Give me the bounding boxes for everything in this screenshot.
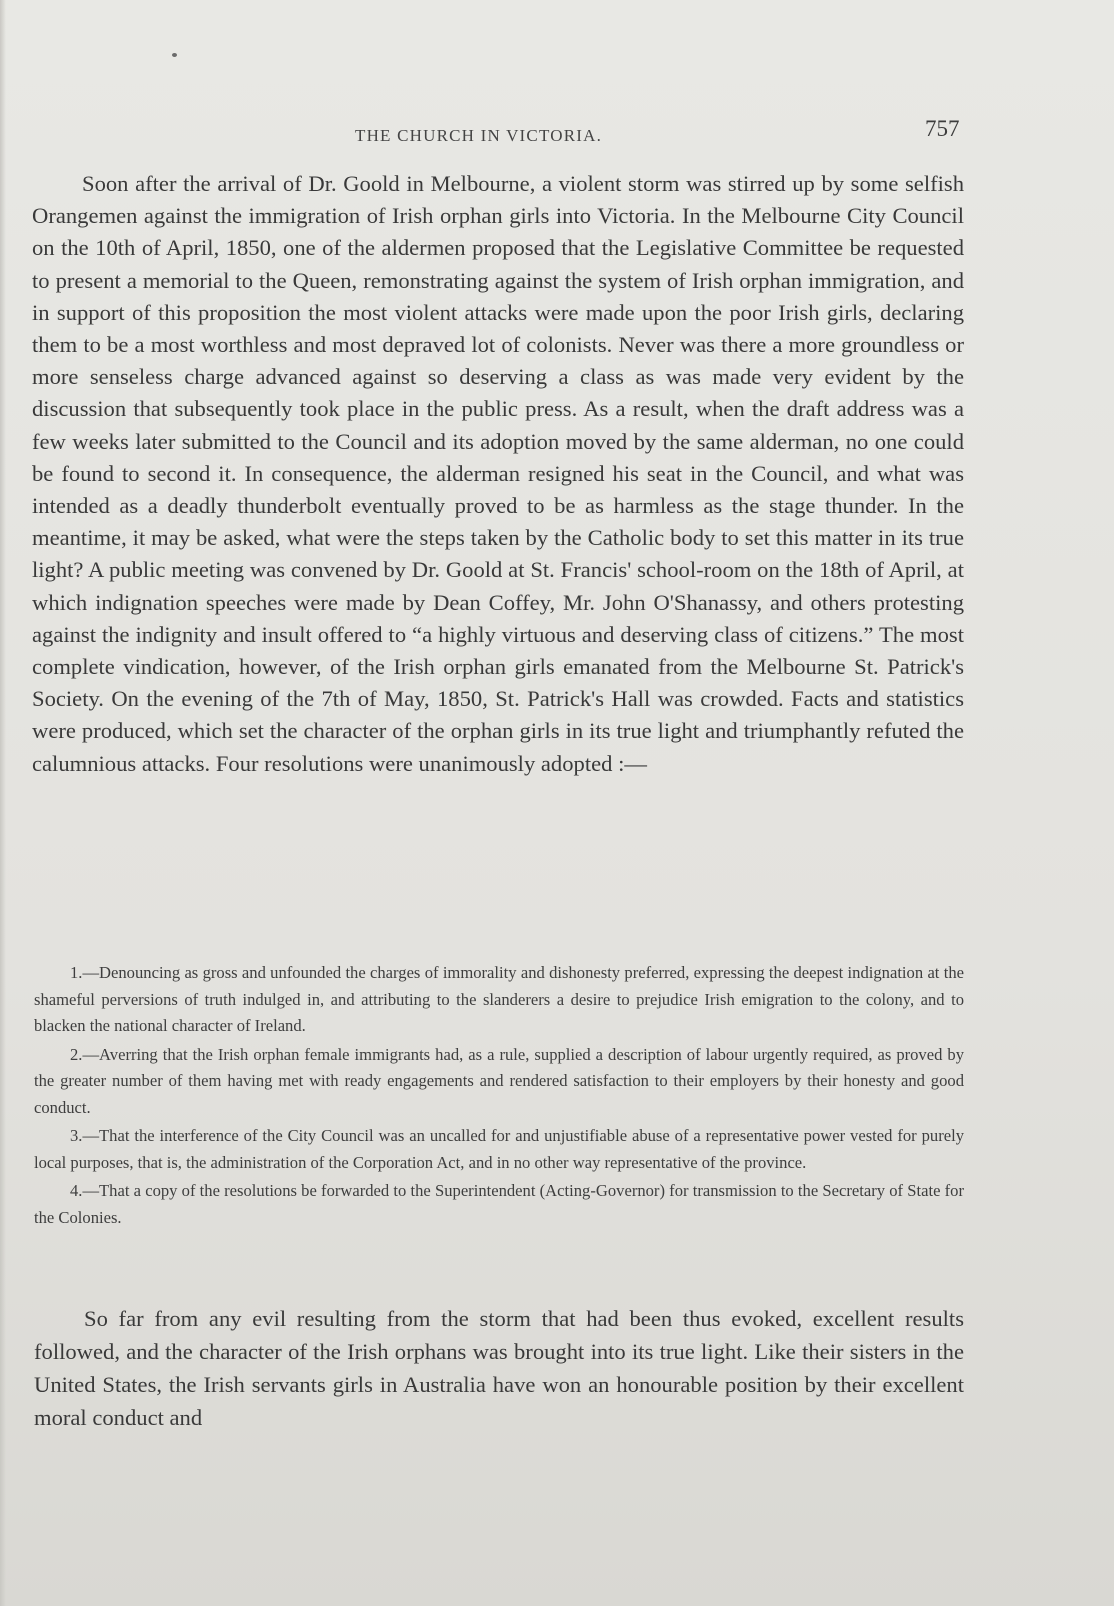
closing-text-block xyxy=(34,1302,964,1434)
resolution-item: 3.—That the interference of the City Council was an uncalled for and unjustifiable abuse of a representative power vested for purely local purposes, that is, the administration of the Corporation Act, and in no other way representative of the province. xyxy=(34,1126,964,1172)
resolutions-list xyxy=(34,960,964,1233)
main-text-block xyxy=(32,168,964,780)
ink-speck xyxy=(172,53,177,57)
body-paragraph: So far from any evil resulting from the storm that had been thus evoked, excellent results followed, and the character of the Irish orphans was brought into its true light. Like their sisters in the United States, the Irish servants girls in Australia have won an honourable position by their excellent moral conduct and xyxy=(34,1306,964,1430)
body-paragraph: Soon after the arrival of Dr. Goold in Melbourne, a violent storm was stirred up by some selfish Orangemen against the immigration of Irish orphan girls into Victoria. In the Melbourne City Council on the 10th of April, 1850, one of the aldermen proposed that the Legislative Committee be requested to present a memorial to the Queen, remonstrating against the system of Irish orphan immigration, and in support of this proposition the most violent attacks were made upon the poor Irish girls, declaring them to be a most worthless and most depraved lot of colonists. Never was there a more groundless or more senseless charge advanced against so deserving a class as was made very evident by the discussion that subsequently took place in the public press. As a result, when the draft address was a few weeks later submitted to the Council and its adoption moved by the same alderman, no one could be found to second it. In consequence, the alderman resigned his seat in the Council, and what was intended as a deadly thunderbolt eventually proved to be as harmless as the stage thunder. In the meantime, it may be asked, what were the steps taken by the Catholic body to set this matter in its true light? A public meeting was convened by Dr. Goold at St. Francis' school-room on the 18th of April, at which indignation speeches were made by Dean Coffey, Mr. John O'Shanassy, and others protesting against the indignity and insult offered to “a highly virtuous and deserving class of citizens.” The most complete vindication, however, of the Irish orphan girls emanated from the Melbourne St. Patrick's Society. On the evening of the 7th of May, 1850, St. Patrick's Hall was crowded. Facts and statistics were produced, which set the character of the orphan girls in its true light and triumphantly refuted the calumnious attacks. Four resolutions were unanimously adopted :— xyxy=(32,171,964,776)
page-number: 757 xyxy=(925,116,960,141)
resolution-item: 4.—That a copy of the resolutions be forwarded to the Superintendent (Acting-Governor) for transmission to the Secretary of State for the Colonies. xyxy=(34,1181,964,1227)
page-edge-shadow xyxy=(0,0,6,1606)
resolution-item: 1.—Denouncing as gross and unfounded the charges of immorality and dishonesty preferred, expressing the deepest indignation at the shameful perversions of truth indulged in, and attributing to the slanderers a desire to prejudice Irish emigration to the colony, and to blacken the national character of Ireland. xyxy=(34,963,964,1035)
running-title: THE CHURCH IN VICTORIA. xyxy=(355,126,603,145)
resolution-item: 2.—Averring that the Irish orphan female immigrants had, as a rule, supplied a description of labour urgently required, as proved by the greater number of them having met with ready engagements and rendered satisfaction to their employers by their honesty and good conduct. xyxy=(34,1044,964,1117)
